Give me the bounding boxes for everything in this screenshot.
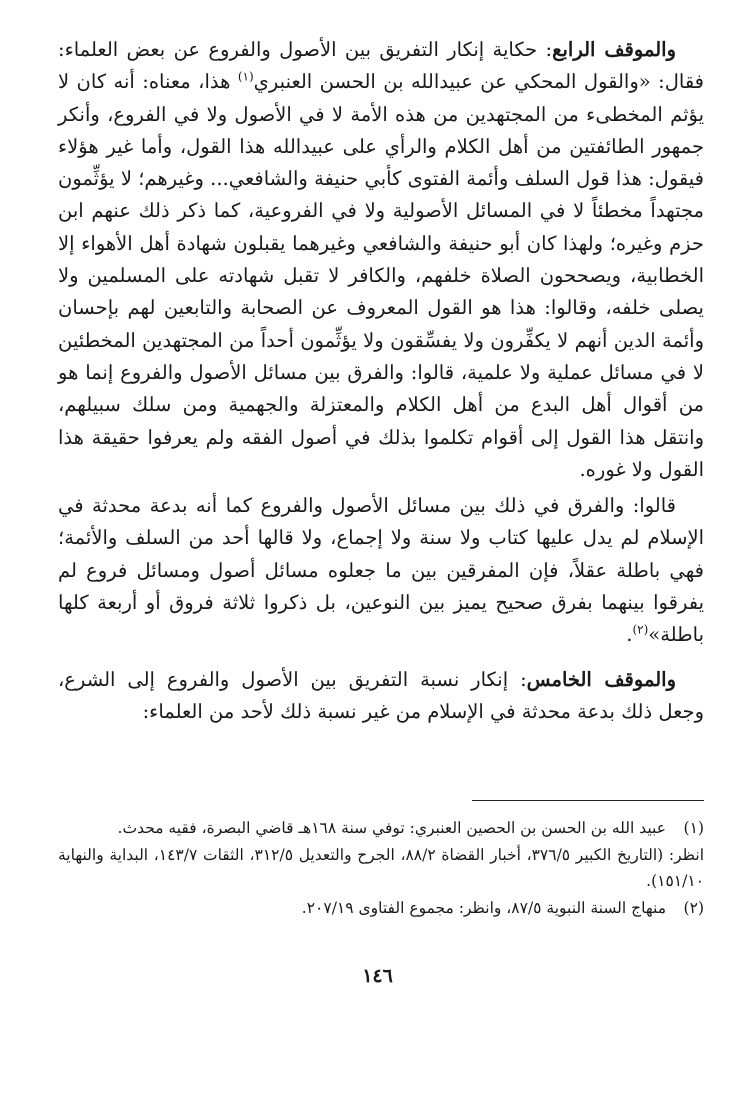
page-number: ١٤٦ [362, 965, 393, 987]
footnote-text: عبيد الله بن الحسن بن الحصين العنبري: توفي سنة ١٦٨هـ قاضي البصرة، فقيه محدث. [117, 819, 666, 837]
main-text [58, 34, 704, 728]
footnote-ref[interactable]: (١) [237, 69, 254, 84]
paragraph-text: قالوا: والفرق في ذلك بين مسائل الأصول والفروع كما أنه بدعة محدثة في الإسلام لم يدل عليها كتاب ولا سنة ولا إجماع، ولا قالها أحد من السلف والأئمة؛ فهي باطلة عقلاً، فإن المفرقين بين ما جعلوه مسائل أصول ومسائل فروع لم يفرقوا بينهما بفرق صحيح يميز بين النوعين، بل ذكروا ثلاثة فروق أو أربعة كلها باطلة» [58, 494, 704, 647]
paragraph-difference [58, 490, 704, 651]
section-heading: والموقف الرابع [552, 38, 676, 61]
paragraph-fifth-position [58, 664, 704, 729]
footnote-1 [58, 815, 704, 895]
footnote-2 [58, 895, 704, 922]
footnote-separator [472, 800, 704, 801]
paragraph-text: : حكاية إنكار التفريق بين الأصول والفروع عن بعض العلماء: فقال: «والقول المحكي عن عبيدالله بن الحسن العنبري [58, 38, 704, 94]
section-heading: والموقف الخامس [526, 667, 676, 691]
footnote-ref[interactable]: (٢) [632, 622, 649, 637]
footnote-text: انظر: (التاريخ الكبير ٣٧٦/٥، أخبار القضاة ٨٨/٢، الجرح والتعديل ٣١٢/٥، الثقات ١٤٣/٧، البداية والنهاية ١٥١/١٠). [58, 845, 704, 890]
footnotes [58, 815, 704, 921]
footnote-text: منهاج السنة النبوية ٨٧/٥، وانظر: مجموع الفتاوى ٢٠٧/١٩. [301, 898, 666, 917]
paragraph-fourth-position [58, 34, 704, 486]
paragraph-text: هذا، معناه: أنه كان لا يؤثم المخطىء من المجتهدين من هذه الأمة لا في الأصول ولا في الفروع، وأنكر جمهور الطائفتين من أهل الكلام والرأي على عبيدالله هذا القول، وأما غير هؤلاء فيقول: هذا قول السلف وأئمة الفتوى كأبي حنيفة والشافعي... وغيرهم؛ لا يؤثِّمون مجتهداً مخطئاً لا في المسائل الأصولية ولا في الفروعية، كما ذكر ذلك عنهم ابن حزم وغيره؛ ولهذا كان أبو حنيفة والشافعي وغيرهما يقبلون شهادة أهل الأهواء إلا الخطابية، ويصححون الصلاة خلفهم، والكافر لا تقبل شهادته على المسلمين ولا يصلى خلفه، وقالوا: هذا هو القول المعروف عن الصحابة والتابعين لهم بإحسان وأئمة الدين أنهم لا يكفِّرون ولا يفسِّقون ولا يؤثِّمون أحداً من المجتهدين المخطئين لا في مسائل عملية ولا علمية، قالوا: والفرق بين مسائل الأصول والفروع إنما هو من أقوال أهل البدع من أهل الكلام والمعتزلة والجهمية ومن سلك سبيلهم، وانتقل هذا القول إلى أقوام تكلموا بذلك في أصول الفقه ولم يعرفوا حقيقة هذا القول ولا غوره. [58, 70, 704, 481]
footnote-number: (٢) [683, 898, 704, 917]
paragraph-text: : إنكار نسبة التفريق بين الأصول والفروع إلى الشرع، وجعل ذلك بدعة محدثة في الإسلام من غير نسبة ذلك لأحد من العلماء: [58, 667, 704, 723]
footnote-number: (١) [683, 819, 704, 837]
paragraph-text: . [626, 623, 633, 647]
